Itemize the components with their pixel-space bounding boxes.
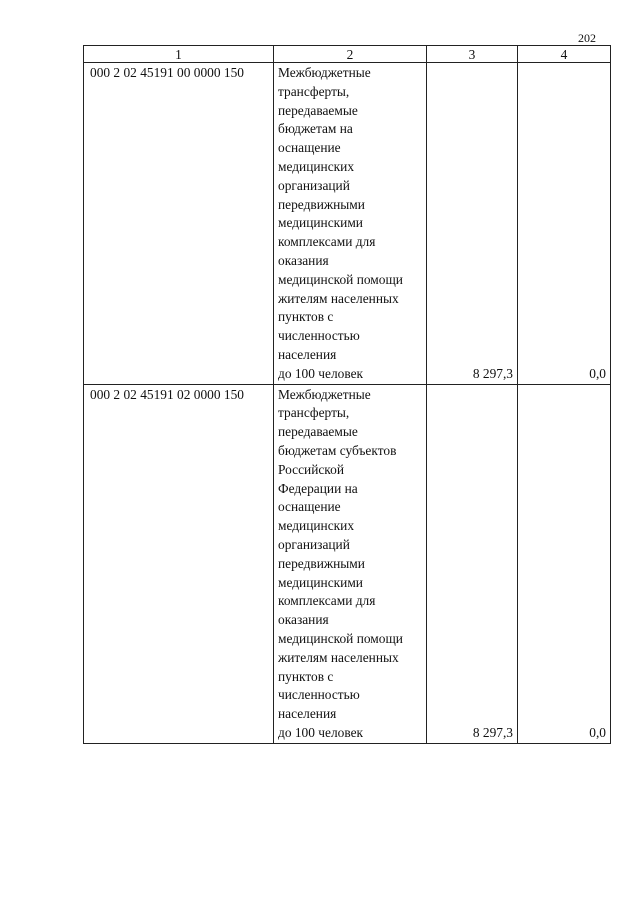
description-cell	[274, 63, 427, 385]
table-row	[84, 384, 611, 743]
description-line: передаваемые	[278, 102, 358, 118]
column-header-3: 3	[427, 46, 518, 63]
description-line: оказания	[278, 612, 329, 628]
description-line: бюджетам субъектов	[278, 442, 397, 458]
table-header-row	[84, 46, 611, 63]
description-line: бюджетам на	[278, 121, 353, 137]
description-line: медицинских	[278, 518, 355, 534]
description-line: до 100 человек	[278, 365, 364, 381]
description-line: медицинской помощи	[278, 630, 403, 646]
description-line: медицинской помощи	[278, 271, 403, 287]
description-line: трансферты,	[278, 83, 350, 99]
description-line: жителям населенных	[278, 290, 399, 306]
description-line: передаваемые	[278, 424, 358, 440]
description-line: оснащение	[278, 499, 341, 515]
description-line: организаций	[278, 177, 350, 193]
description-line: населения	[278, 706, 337, 722]
column-header-4: 4	[518, 46, 611, 63]
description-line: численностью	[278, 687, 360, 703]
table-row	[84, 63, 611, 385]
description-line: оказания	[278, 252, 329, 268]
description-line: медицинскими	[278, 574, 363, 590]
amount-column-4: 0,0	[518, 384, 611, 743]
description-line: жителям населенных	[278, 649, 399, 665]
description-line: медицинскими	[278, 215, 363, 231]
amount-column-4: 0,0	[518, 63, 611, 385]
description-line: численностью	[278, 328, 360, 344]
description-line: пунктов с	[278, 668, 334, 684]
description-line: организаций	[278, 536, 350, 552]
column-header-2: 2	[274, 46, 427, 63]
description-line: трансферты,	[278, 405, 350, 421]
description-line: Российской	[278, 461, 344, 477]
description-line: передвижными	[278, 555, 365, 571]
description-line: до 100 человек	[278, 724, 364, 740]
page-number: 202	[578, 31, 596, 45]
description-line: комплексами для	[278, 593, 376, 609]
description-line: Межбюджетные	[278, 386, 371, 402]
description-line: медицинских	[278, 158, 355, 174]
description-line: Федерации на	[278, 480, 358, 496]
amount-column-3: 8 297,3	[427, 384, 518, 743]
budget-code-cell: 000 2 02 45191 02 0000 150	[84, 384, 274, 743]
amount-column-3: 8 297,3	[427, 63, 518, 385]
description-line: пунктов с	[278, 309, 334, 325]
description-line: комплексами для	[278, 234, 376, 250]
description-line: оснащение	[278, 140, 341, 156]
budget-table	[83, 45, 611, 744]
column-header-1: 1	[84, 46, 274, 63]
description-cell	[274, 384, 427, 743]
description-line: Межбюджетные	[278, 65, 371, 80]
description-line: населения	[278, 346, 337, 362]
description-line: передвижными	[278, 196, 365, 212]
budget-code-cell: 000 2 02 45191 00 0000 150	[84, 63, 274, 385]
